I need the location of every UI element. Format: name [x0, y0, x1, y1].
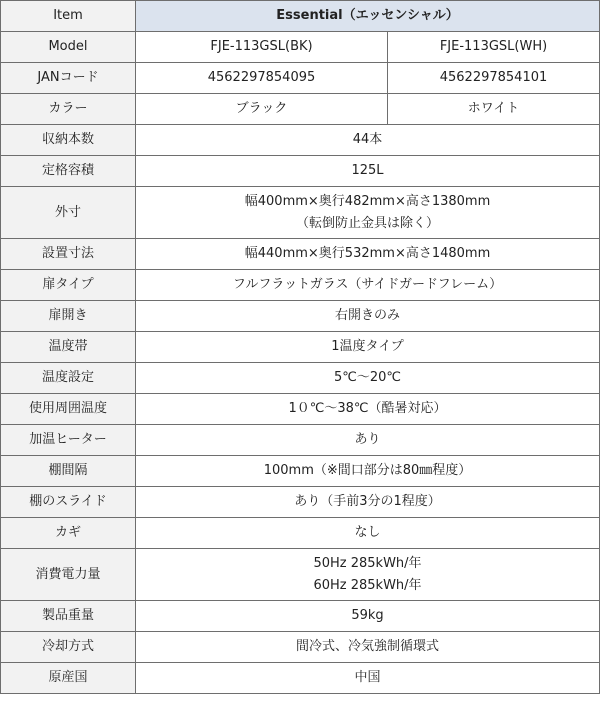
jan-code-row [1, 63, 600, 94]
row-value [136, 187, 600, 239]
product-weight-row [1, 601, 600, 632]
row-value: 5℃～20℃ [136, 363, 600, 394]
row-value: 44本 [136, 125, 600, 156]
row-label: 設置寸法 [1, 239, 136, 270]
row-value: 1０℃～38℃（酷暑対応） [136, 394, 600, 425]
value-line: 幅400mm×奥行482mm×高さ1380mm [244, 193, 491, 209]
row-label: 定格容積 [1, 156, 136, 187]
row-label: 収納本数 [1, 125, 136, 156]
heater-row [1, 425, 600, 456]
row-value [136, 549, 600, 601]
door-opening-row [1, 301, 600, 332]
model-row [1, 32, 600, 63]
row-label: カギ [1, 518, 136, 549]
row-label: 消費電力量 [1, 549, 136, 601]
row-label: 加温ヒーター [1, 425, 136, 456]
row-value: フルフラットガラス（サイドガードフレーム） [136, 270, 600, 301]
installation-dimensions-row [1, 239, 600, 270]
value-line: 50Hz 285kWh/年 [313, 555, 422, 571]
row-value: 間冷式、冷気強制循環式 [136, 632, 600, 663]
value-line: 60Hz 285kWh/年 [313, 577, 422, 593]
row-value: 59kg [136, 601, 600, 632]
color-wh-cell: ホワイト [388, 94, 600, 125]
shelf-slide-row [1, 487, 600, 518]
temperature-zone-row [1, 332, 600, 363]
power-consumption-row [1, 549, 600, 601]
row-value: 100mm（※間口部分は80㎜程度） [136, 456, 600, 487]
row-value: 幅440mm×奥行532mm×高さ1480mm [136, 239, 600, 270]
row-value: 125L [136, 156, 600, 187]
outer-dimensions-row [1, 187, 600, 239]
row-label: 温度設定 [1, 363, 136, 394]
value-line: （転倒防止金具は除く） [296, 215, 440, 231]
row-label: 扉開き [1, 301, 136, 332]
shelf-spacing-row [1, 456, 600, 487]
row-value: 中国 [136, 663, 600, 694]
row-value: あり（手前3分の1程度） [136, 487, 600, 518]
bottle-capacity-row [1, 125, 600, 156]
row-label: 温度帯 [1, 332, 136, 363]
row-label: 使用周囲温度 [1, 394, 136, 425]
color-bk-cell: ブラック [136, 94, 388, 125]
cooling-method-row [1, 632, 600, 663]
header-row [1, 1, 600, 32]
ambient-temperature-row [1, 394, 600, 425]
door-type-row [1, 270, 600, 301]
row-label: Model [1, 32, 136, 63]
country-of-origin-row [1, 663, 600, 694]
row-label: 棚のスライド [1, 487, 136, 518]
rated-volume-row [1, 156, 600, 187]
row-label: JANコード [1, 63, 136, 94]
product-header: Essential（エッセンシャル） [136, 1, 600, 32]
jan-bk-cell: 4562297854095 [136, 63, 388, 94]
row-label: 棚間隔 [1, 456, 136, 487]
row-value: なし [136, 518, 600, 549]
model-wh-cell: FJE-113GSL(WH) [388, 32, 600, 63]
row-value: 1温度タイプ [136, 332, 600, 363]
row-label: カラー [1, 94, 136, 125]
jan-wh-cell: 4562297854101 [388, 63, 600, 94]
color-row [1, 94, 600, 125]
item-header: Item [1, 1, 136, 32]
lock-row [1, 518, 600, 549]
row-label: 原産国 [1, 663, 136, 694]
row-label: 扉タイプ [1, 270, 136, 301]
temperature-setting-row [1, 363, 600, 394]
row-value: あり [136, 425, 600, 456]
model-bk-cell: FJE-113GSL(BK) [136, 32, 388, 63]
row-label: 外寸 [1, 187, 136, 239]
row-value: 右開きのみ [136, 301, 600, 332]
row-label: 冷却方式 [1, 632, 136, 663]
row-label: 製品重量 [1, 601, 136, 632]
